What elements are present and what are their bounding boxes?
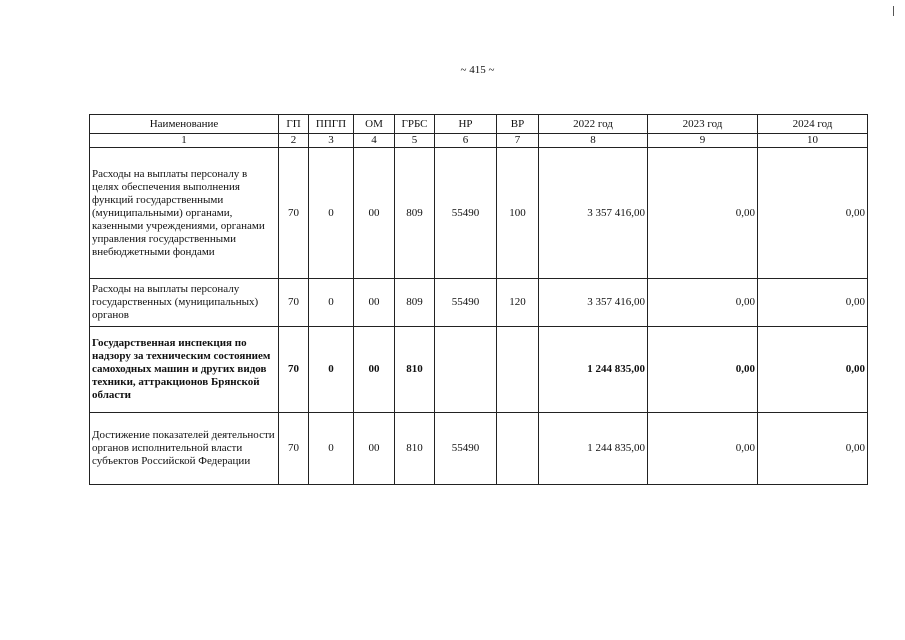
cell-om: 00 [354,279,395,327]
cell-grbs: 809 [395,148,435,279]
cell-gp: 70 [279,413,309,485]
cell-2022: 3 357 416,00 [539,148,648,279]
cell-2023: 0,00 [648,327,758,413]
column-number: 2 [279,134,309,148]
header-cell: Наименование [90,115,279,134]
row-name: Достижение показателей деятельности органов исполнительной власти субъектов Российской Федерации [90,413,279,485]
cell-ppgp: 0 [309,148,354,279]
cell-2022: 1 244 835,00 [539,413,648,485]
header-cell: 2022 год [539,115,648,134]
column-number: 8 [539,134,648,148]
cell-om: 00 [354,413,395,485]
column-number: 9 [648,134,758,148]
header-cell: ОМ [354,115,395,134]
header-cell: ВР [497,115,539,134]
cell-2024: 0,00 [758,327,868,413]
cell-gp: 70 [279,148,309,279]
cell-vr: 120 [497,279,539,327]
row-name: Расходы на выплаты персоналу в целях обеспечения выполнения функций государственными (муниципальными) органами, казенными учреждениями, органами управления государственными внебюджетными фондами [90,148,279,279]
column-number: 6 [435,134,497,148]
cell-2023: 0,00 [648,413,758,485]
table-row [90,148,868,279]
header-cell: ГРБС [395,115,435,134]
row-name: Расходы на выплаты персоналу государственных (муниципальных) органов [90,279,279,327]
header-cell: 2023 год [648,115,758,134]
scan-edge-mark [893,6,894,16]
column-number: 5 [395,134,435,148]
column-number: 3 [309,134,354,148]
cell-gp: 70 [279,279,309,327]
cell-grbs: 810 [395,327,435,413]
cell-2022: 1 244 835,00 [539,327,648,413]
cell-2024: 0,00 [758,279,868,327]
header-cell: ППГП [309,115,354,134]
cell-2024: 0,00 [758,148,868,279]
cell-2023: 0,00 [648,148,758,279]
budget-table [89,114,868,485]
cell-2023: 0,00 [648,279,758,327]
cell-nr [435,327,497,413]
header-row [90,115,868,134]
cell-nr: 55490 [435,413,497,485]
cell-nr: 55490 [435,279,497,327]
column-number: 4 [354,134,395,148]
table-row [90,279,868,327]
cell-2024: 0,00 [758,413,868,485]
cell-grbs: 809 [395,279,435,327]
column-number: 7 [497,134,539,148]
cell-grbs: 810 [395,413,435,485]
cell-om: 00 [354,148,395,279]
cell-vr: 100 [497,148,539,279]
page-number: ~ 415 ~ [460,64,495,76]
column-number-row [90,134,868,148]
cell-gp: 70 [279,327,309,413]
header-cell: ГП [279,115,309,134]
column-number: 10 [758,134,868,148]
cell-vr [497,413,539,485]
column-number: 1 [90,134,279,148]
row-name: Государственная инспекция по надзору за техническим состоянием самоходных машин и других видов техники, аттракционов Брянской области [90,327,279,413]
cell-ppgp: 0 [309,413,354,485]
cell-2022: 3 357 416,00 [539,279,648,327]
cell-vr [497,327,539,413]
header-cell: 2024 год [758,115,868,134]
table-row [90,413,868,485]
table-row-section [90,327,868,413]
cell-ppgp: 0 [309,279,354,327]
header-cell: НР [435,115,497,134]
cell-om: 00 [354,327,395,413]
cell-ppgp: 0 [309,327,354,413]
cell-nr: 55490 [435,148,497,279]
